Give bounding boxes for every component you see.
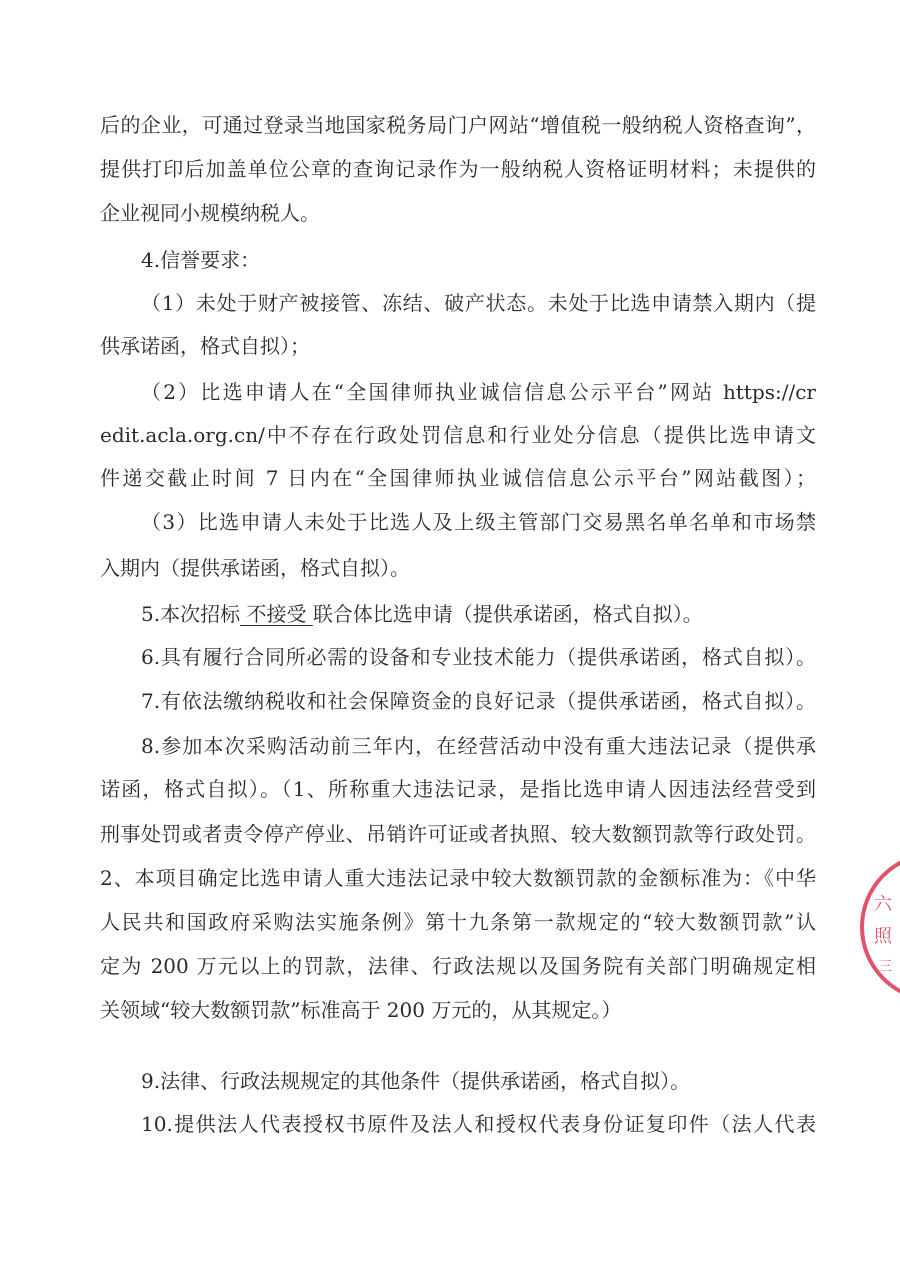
paragraph-line: 供承诺函，格式自拟）； xyxy=(100,334,310,358)
section-heading-credit-requirements: 4.信誉要求： xyxy=(141,248,261,272)
paragraph-line: 人民共和国政府采购法实施条例》第十九条第一款规定的“较大数额罚款”认 xyxy=(100,910,816,934)
line-text-before: 5.本次招标 xyxy=(141,602,241,626)
paragraph-line: （2）比选申请人在“全国律师执业诚信信息公示平台”网站 https://cr xyxy=(141,380,816,404)
paragraph-line: 2、本项目确定比选申请人重大违法记录中较大数额罚款的金额标准为：《中华 xyxy=(100,866,816,890)
paragraph-line: edit.acla.org.cn/中不存在行政处罚信息和行业处分信息（提供比选申请文 xyxy=(100,423,816,447)
underlined-fill-in: 不接受 xyxy=(240,602,313,626)
paragraph-line: 9.法律、行政法规规定的其他条件（提供承诺函，格式自拟）。 xyxy=(141,1069,691,1093)
paragraph-line: 关领域“较大数额罚款”标准高于 200 万元的，从其规定。） xyxy=(100,998,622,1022)
paragraph-line: （3）比选申请人未处于比选人及上级主管部门交易黑名单名单和市场禁 xyxy=(141,510,816,534)
paragraph-line: 7.有依法缴纳税收和社会保障资金的良好记录（提供承诺函，格式自拟）。 xyxy=(141,689,816,713)
seal-char: 六 xyxy=(874,894,892,915)
paragraph-line: 件递交截止时间 7 日内在“全国律师执业诚信信息公示平台”网站截图）； xyxy=(100,466,816,490)
line-text-after: 联合体比选申请（提供承诺函，格式自拟）。 xyxy=(312,602,703,626)
paragraph-line: 8.参加本次采购活动前三年内，在经营活动中没有重大违法记录（提供承 xyxy=(141,734,816,758)
paragraph-line: 提供打印后加盖单位公章的查询记录作为一般纳税人资格证明材料；未提供的 xyxy=(100,157,816,181)
paragraph-line: 入期内（提供承诺函，格式自拟）。 xyxy=(100,556,410,580)
paragraph-line: 10.提供法人代表授权书原件及法人和授权代表身份证复印件（法人代表 xyxy=(141,1112,816,1136)
paragraph-line: 6.具有履行合同所必需的设备和专业技术能力（提供承诺函，格式自拟）。 xyxy=(141,645,816,669)
seal-char: 三 xyxy=(878,959,892,975)
paragraph-line: 企业视同小规模纳税人。 xyxy=(100,201,320,225)
paragraph-line-consortium xyxy=(141,599,816,629)
paragraph-line: 刑事处罚或者责令停产停业、吊销许可证或者执照、较大数额罚款等行政处罚。 xyxy=(100,822,816,846)
seal-char: 照 xyxy=(874,926,892,947)
paragraph-line: 定为 200 万元以上的罚款，法律、行政法规以及国务院有关部门明确规定相 xyxy=(100,954,816,978)
paragraph-line: 后的企业，可通过登录当地国家税务局门户网站“增值税一般纳税人资格查询”， xyxy=(100,113,816,137)
paragraph-line: 诺函，格式自拟）。（1、所称重大违法记录，是指比选申请人因违法经营受到 xyxy=(100,777,816,801)
paragraph-line: （1）未处于财产被接管、冻结、破产状态。未处于比选申请禁入期内（提 xyxy=(141,291,816,315)
